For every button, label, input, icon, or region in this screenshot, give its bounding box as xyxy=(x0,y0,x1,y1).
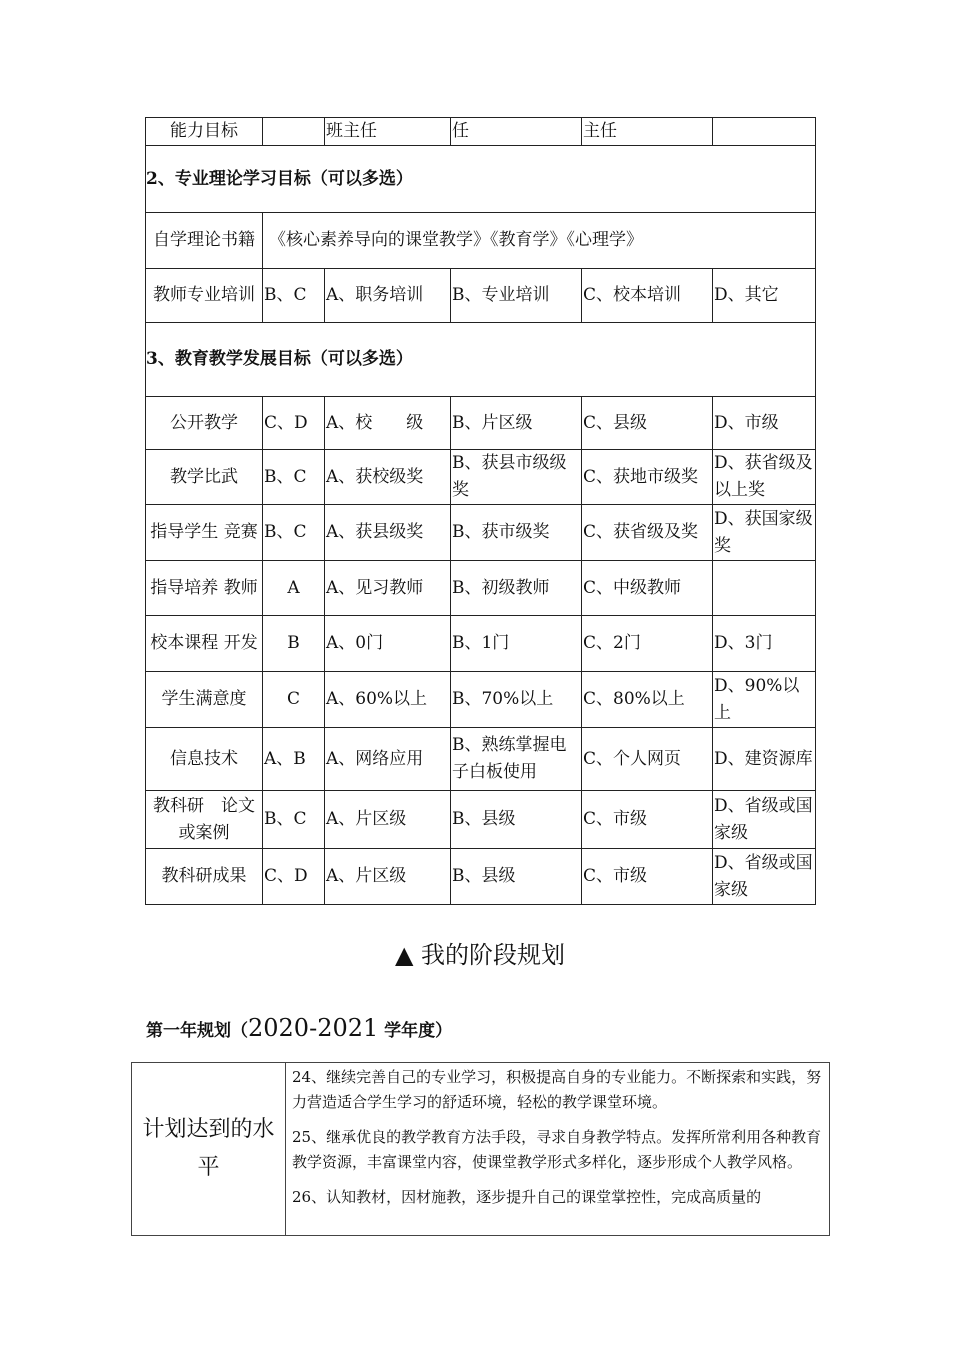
goal-selection: B、C xyxy=(263,450,325,505)
goal-row xyxy=(146,397,816,450)
goal-row xyxy=(146,849,816,905)
goal-option: A、校 级 xyxy=(325,397,451,450)
cell: B、C xyxy=(263,269,325,323)
books-value: 《核心素养导向的课堂教学》《教育学》《心理学》 xyxy=(263,213,816,269)
goal-option: C、获省级及奖 xyxy=(582,505,713,561)
goal-option: D、省级或国家级 xyxy=(713,849,816,905)
goal-option: D、90%以上 xyxy=(713,672,816,728)
goal-option: A、获县级奖 xyxy=(325,505,451,561)
goal-option: D、获国家级奖 xyxy=(713,505,816,561)
year-title-years: 2020-2021 xyxy=(248,1014,379,1042)
goal-option xyxy=(713,561,816,616)
plan-row xyxy=(132,1063,830,1236)
section-2-title: 2、专业理论学习目标（可以多选） xyxy=(146,146,816,213)
goal-selection: C、D xyxy=(263,849,325,905)
cell: B、专业培训 xyxy=(451,269,582,323)
goal-option: B、获县市级级奖 xyxy=(451,450,582,505)
goal-row xyxy=(146,791,816,849)
goal-option: B、熟练掌握电子白板使用 xyxy=(451,728,582,791)
section-2-row xyxy=(146,146,816,213)
cell xyxy=(713,118,816,146)
cell: 主任 xyxy=(582,118,713,146)
books-label: 自学理论书籍 xyxy=(146,213,263,269)
goal-option: C、2门 xyxy=(582,616,713,672)
goal-selection: C、D xyxy=(263,397,325,450)
goal-option: A、片区级 xyxy=(325,791,451,849)
goal-row xyxy=(146,728,816,791)
training-row xyxy=(146,269,816,323)
goal-item-label: 教科研成果 xyxy=(146,849,263,905)
goal-option: B、1门 xyxy=(451,616,582,672)
goal-row xyxy=(146,561,816,616)
goal-selection: A xyxy=(263,561,325,616)
goal-option: D、省级或国家级 xyxy=(713,791,816,849)
goal-option: B、县级 xyxy=(451,791,582,849)
goal-option: D、获省级及以上奖 xyxy=(713,450,816,505)
ability-goal-row xyxy=(146,118,816,146)
goal-item-label: 学生满意度 xyxy=(146,672,263,728)
goal-row xyxy=(146,672,816,728)
plan-item: 26、认知教材，因材施教，逐步提升自己的课堂掌控性，完成高质量的 xyxy=(292,1188,762,1206)
year-title-prefix: 第一年规划（ xyxy=(146,1021,248,1041)
plan-item: 25、继承优良的教学教育方法手段，寻求自身教学特点。发挥所常利用各种教育教学资源，丰富课堂内容，使课堂教学形式多样化，逐步形成个人教学风格。 xyxy=(292,1128,822,1171)
goal-option: D、3门 xyxy=(713,616,816,672)
goal-item-label: 教学比武 xyxy=(146,450,263,505)
goal-option: A、见习教师 xyxy=(325,561,451,616)
goal-option: C、县级 xyxy=(582,397,713,450)
goal-option: A、0门 xyxy=(325,616,451,672)
stage-title-text: 我的阶段规划 xyxy=(421,941,566,969)
goal-option: B、初级教师 xyxy=(451,561,582,616)
goal-item-label: 公开教学 xyxy=(146,397,263,450)
goal-row xyxy=(146,616,816,672)
goal-option: C、80%以上 xyxy=(582,672,713,728)
goal-option: D、建资源库 xyxy=(713,728,816,791)
cell: D、其它 xyxy=(713,269,816,323)
cell: 教师专业培训 xyxy=(146,269,263,323)
goal-row xyxy=(146,450,816,505)
books-row xyxy=(146,213,816,269)
goal-option: A、60%以上 xyxy=(325,672,451,728)
goal-option: C、市级 xyxy=(582,849,713,905)
goal-option: B、获市级奖 xyxy=(451,505,582,561)
plan-text xyxy=(286,1063,830,1236)
goal-option: C、个人网页 xyxy=(582,728,713,791)
goal-item-label: 指导培养 教师 xyxy=(146,561,263,616)
year-title-suffix: 学年度） xyxy=(378,1021,453,1041)
goal-option: B、70%以上 xyxy=(451,672,582,728)
section-3-row xyxy=(146,323,816,397)
goal-option: C、市级 xyxy=(582,791,713,849)
cell: 任 xyxy=(451,118,582,146)
goal-selection: C xyxy=(263,672,325,728)
goal-option: B、县级 xyxy=(451,849,582,905)
cell: A、职务培训 xyxy=(325,269,451,323)
cell: 能力目标 xyxy=(146,118,263,146)
goal-option: C、中级教师 xyxy=(582,561,713,616)
goal-item-label: 信息技术 xyxy=(146,728,263,791)
plan-table xyxy=(131,1062,830,1236)
goal-item-label: 指导学生 竞赛 xyxy=(146,505,263,561)
goal-selection: A、B xyxy=(263,728,325,791)
goal-option: A、片区级 xyxy=(325,849,451,905)
goal-row xyxy=(146,505,816,561)
cell xyxy=(263,118,325,146)
goal-item-label: 教科研 论文或案例 xyxy=(146,791,263,849)
cell: C、校本培训 xyxy=(582,269,713,323)
triangle-up-icon: ▲ xyxy=(394,941,414,969)
goal-selection: B xyxy=(263,616,325,672)
goal-option: A、获校级奖 xyxy=(325,450,451,505)
goal-selection: B、C xyxy=(263,505,325,561)
goal-option: B、片区级 xyxy=(451,397,582,450)
goal-item-label: 校本课程 开发 xyxy=(146,616,263,672)
cell: 班主任 xyxy=(325,118,451,146)
goal-option: A、网络应用 xyxy=(325,728,451,791)
plan-item: 24、继续完善自己的专业学习，积极提高自身的专业能力。不断探索和实践，努力营造适合学生学习的舒适环境，轻松的教学课堂环境。 xyxy=(292,1068,822,1111)
stage-title xyxy=(0,935,960,970)
goal-table xyxy=(145,117,816,905)
section-3-title: 3、教育教学发展目标（可以多选） xyxy=(146,323,816,397)
year-title xyxy=(146,1014,452,1042)
goal-option: C、获地市级奖 xyxy=(582,450,713,505)
goal-selection: B、C xyxy=(263,791,325,849)
goal-option: D、市级 xyxy=(713,397,816,450)
plan-label: 计划达到的水平 xyxy=(132,1063,286,1236)
